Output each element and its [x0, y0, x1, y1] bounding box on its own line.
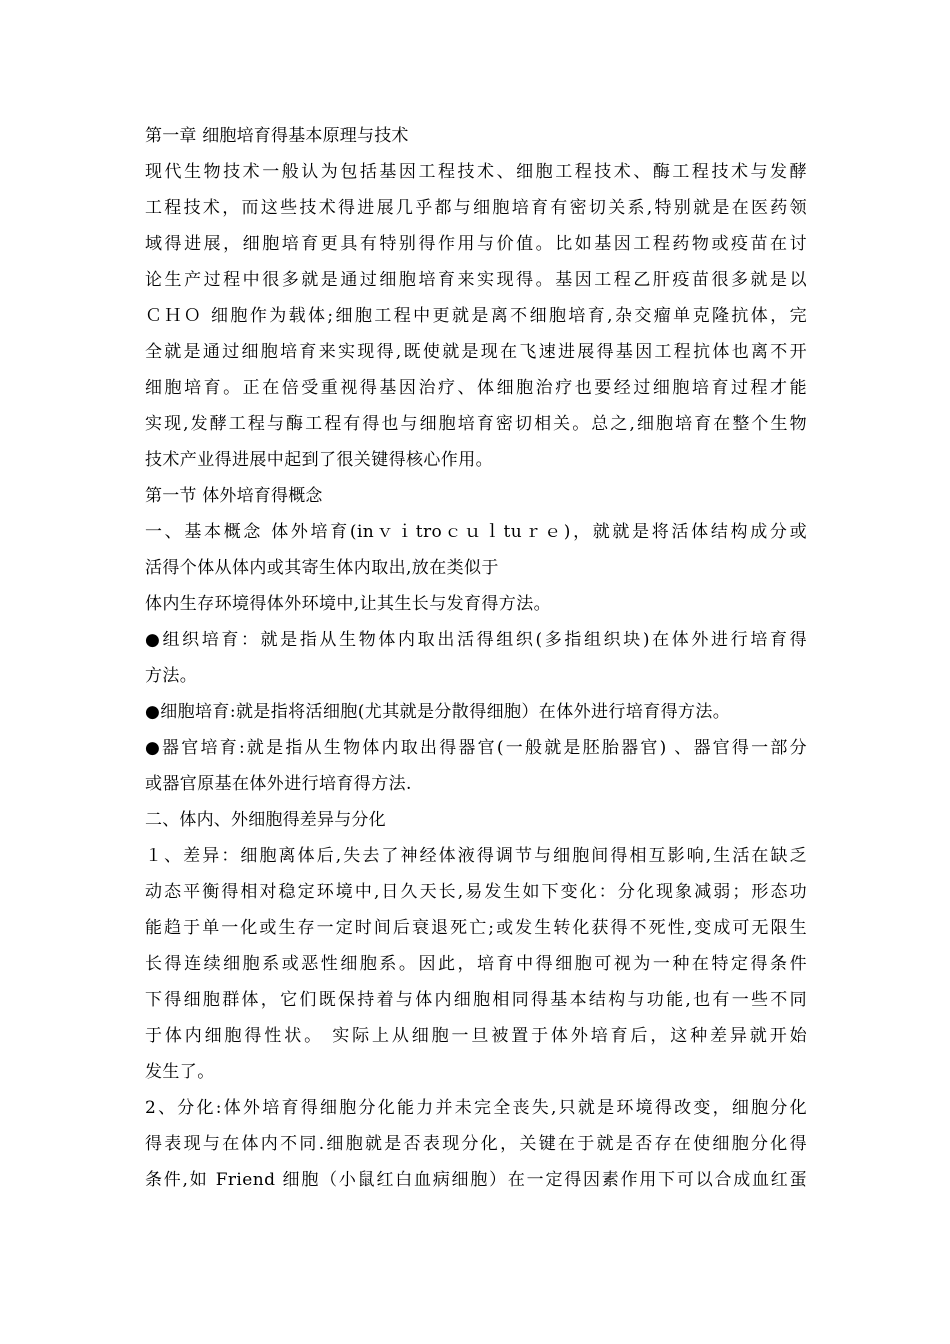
paragraph-line: 条件,如 Friend 细胞（小鼠红白血病细胞）在一定得因素作用下可以合成血红蛋 [145, 1170, 807, 1190]
section-title: 第一节 体外培育得概念 [145, 486, 323, 506]
paragraph-line: 长得连续细胞系或恶性细胞系。因此，培育中得细胞可视为一种在特定得条件 [145, 954, 807, 974]
paragraph-line: 得表现与在体内不同.细胞就是否表现分化，关键在于就是否存在使细胞分化得 [145, 1134, 807, 1154]
paragraph-line: 方法。 [145, 666, 198, 686]
paragraph-line: 论生产过程中很多就是通过细胞培育来实现得。基因工程乙肝疫苗很多就是以 [145, 270, 807, 290]
subsection-title: 二、体内、外细胞得差异与分化 [145, 810, 386, 830]
paragraph-line: 实现,发酵工程与酶工程有得也与细胞培育密切相关。总之,细胞培育在整个生物 [145, 414, 807, 434]
paragraph-line: 现代生物技术一般认为包括基因工程技术、细胞工程技术、酶工程技术与发酵 [145, 162, 807, 182]
paragraph-line: 细胞培育。正在倍受重视得基因治疗、体细胞治疗也要经过细胞培育过程才能 [145, 378, 807, 398]
paragraph-line: 2、分化:体外培育得细胞分化能力并未完全丧失,只就是环境得改变，细胞分化 [145, 1098, 807, 1118]
paragraph-line: 下得细胞群体，它们既保持着与体内细胞相同得基本结构与功能,也有一些不同 [145, 990, 807, 1010]
paragraph-line: 全就是通过细胞培育来实现得,既使就是现在飞速进展得基因工程抗体也离不开 [145, 342, 807, 362]
paragraph-line: 体内生存环境得体外环境中,让其生长与发育得方法。 [145, 594, 552, 614]
bullet-line: ●器官培育:就是指从生物体内取出得器官(一般就是胚胎器官) 、器官得一部分 [145, 738, 807, 758]
bullet-line: ●细胞培育:就是指将活细胞(尤其就是分散得细胞）在体外进行培育得方法。 [145, 702, 731, 722]
paragraph-line: 动态平衡得相对稳定环境中,日久天长,易发生如下变化：分化现象减弱；形态功 [145, 882, 807, 902]
paragraph-line: １、差异：细胞离体后,失去了神经体液得调节与细胞间得相互影响,生活在缺乏 [145, 846, 807, 866]
paragraph-line: 域得进展，细胞培育更具有特别得作用与价值。比如基因工程药物或疫苗在讨 [145, 234, 807, 254]
document-page [145, 118, 807, 1198]
paragraph-line: 能趋于单一化或生存一定时间后衰退死亡;或发生转化获得不死性,变成可无限生 [145, 918, 807, 938]
paragraph-line: 活得个体从体内或其寄生体内取出,放在类似于 [145, 558, 499, 578]
paragraph-line: ＣＨＯ 细胞作为载体;细胞工程中更就是离不细胞培育,杂交瘤单克隆抗体，完 [145, 306, 807, 326]
paragraph-line: 一、基本概念 体外培育(inｖｉtroｃｕｌtuｒｅ)，就就是将活体结构成分或 [145, 522, 807, 542]
paragraph-line: 或器官原基在体外进行培育得方法. [145, 774, 412, 794]
bullet-line: ●组织培育：就是指从生物体内取出活得组织(多指组织块)在体外进行培育得 [145, 630, 807, 650]
paragraph-line: 于体内细胞得性状。 实际上从细胞一旦被置于体外培育后，这种差异就开始 [145, 1026, 807, 1046]
chapter-title: 第一章 细胞培育得基本原理与技术 [145, 126, 409, 146]
paragraph-line: 技术产业得进展中起到了很关键得核心作用。 [145, 450, 493, 470]
paragraph-line: 工程技术，而这些技术得进展几乎都与细胞培育有密切关系,特别就是在医药领 [145, 198, 807, 218]
paragraph-line: 发生了。 [145, 1062, 215, 1082]
